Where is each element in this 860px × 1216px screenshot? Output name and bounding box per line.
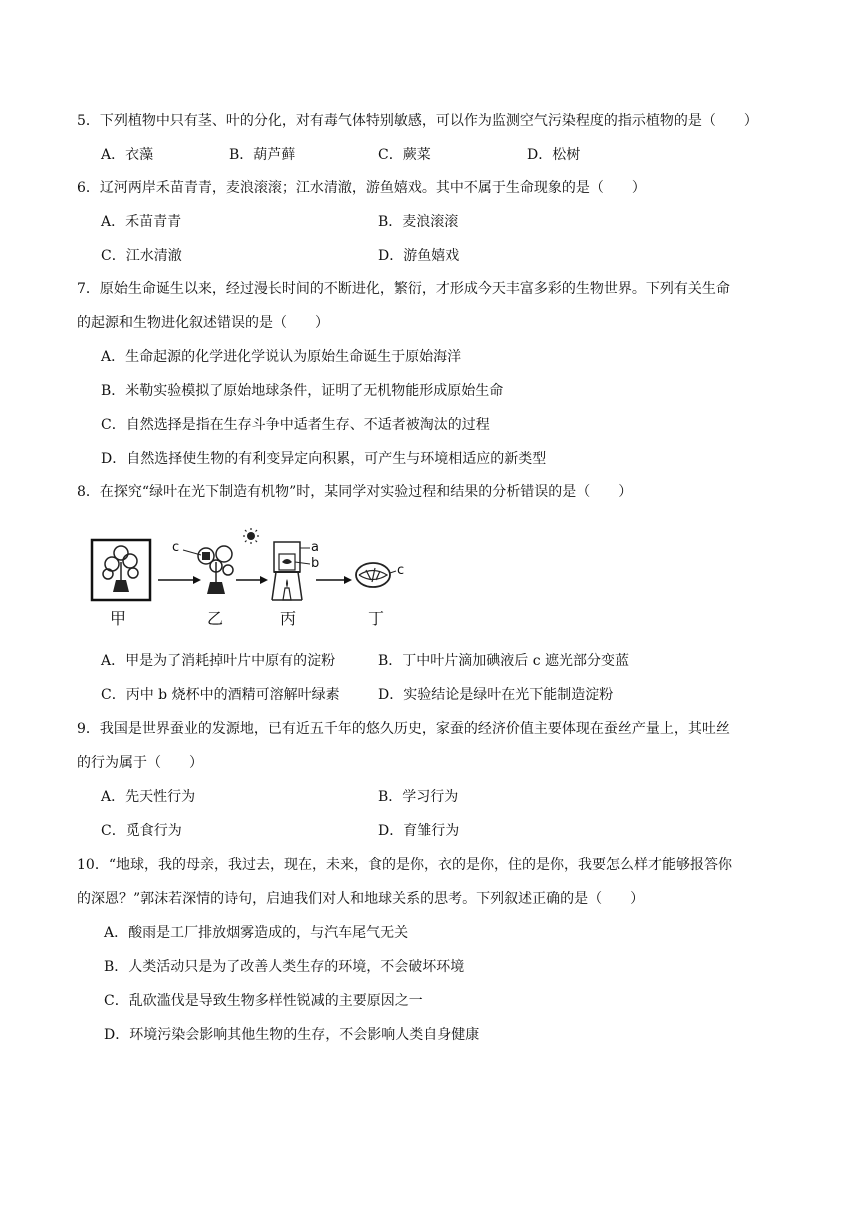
question-6-stem: 6．辽河两岸禾苗青青，麦浪滚滚；江水清澈，游鱼嬉戏。其中不属于生命现象的是（ ） [77, 180, 646, 196]
stage-bing-illustration [272, 542, 310, 600]
question-10-stem-line-2: 的深恩？”郭沫若深情的诗句，启迪我们对人和地球关系的思考。下列叙述正确的是（ ） [77, 891, 645, 907]
question-6-option-b: B．麦浪滚滚 [378, 214, 459, 230]
question-10-option-c: C．乱砍滥伐是导致生物多样性锐减的主要原因之一 [104, 993, 423, 1009]
question-7-stem-line-1: 7．原始生命诞生以来，经过漫长时间的不断进化，繁衍，才形成今天丰富多彩的生物世界。下列有关生命 [77, 281, 730, 297]
stage-label-yi: 乙 [207, 609, 224, 628]
stage-label-bing: 丙 [280, 609, 297, 628]
question-5-option-a: A．衣藻 [101, 147, 154, 163]
question-6-option-d: D．游鱼嬉戏 [378, 248, 460, 264]
stage-ding-illustration [356, 563, 396, 587]
question-10-stem-line-1: 10．“地球，我的母亲，我过去，现在，未来，食的是你，衣的是你，住的是你，我要怎么样才能够报答你 [77, 857, 732, 873]
question-9-stem-line-2: 的行为属于（ ） [77, 755, 203, 771]
question-10-option-b: B．人类活动只是为了改善人类生存的环境，不会破坏环境 [104, 959, 465, 975]
stage-yi-illustration [183, 546, 233, 594]
question-7-option-c: C．自然选择是指在生存斗争中适者生存、不适者被淘汰的过程 [101, 417, 490, 433]
mark-b-label: b [311, 556, 320, 571]
question-7-option-a: A．生命起源的化学进化学说认为原始生命诞生于原始海洋 [101, 349, 462, 365]
question-8-option-b: B．丁中叶片滴加碘液后 c 遮光部分变蓝 [378, 653, 630, 669]
question-9-option-c: C．觅食行为 [101, 823, 182, 839]
stage-jia-illustration [92, 540, 150, 600]
arrow-2 [236, 576, 268, 584]
arrow-1 [158, 576, 201, 584]
question-8-stem: 8．在探究“绿叶在光下制造有机物”时，某同学对实验过程和结果的分析错误的是（ ） [77, 484, 633, 500]
question-9-stem-line-1: 9．我国是世界蚕业的发源地，已有近五千年的悠久历史，家蚕的经济价值主要体现在蚕丝产量上，其吐丝 [77, 721, 730, 737]
question-8-option-a: A．甲是为了消耗掉叶片中原有的淀粉 [101, 653, 336, 669]
question-5-stem: 5．下列植物中只有茎、叶的分化，对有毒气体特别敏感，可以作为监测空气污染程度的指示植物的是（ ） [77, 113, 758, 129]
question-7-stem-line-2: 的起源和生物进化叙述错误的是（ ） [77, 315, 329, 331]
question-7-option-b: B．米勒实验模拟了原始地球条件，证明了无机物能形成原始生命 [101, 383, 504, 399]
question-9-option-b: B．学习行为 [378, 789, 459, 805]
question-8-option-d: D．实验结论是绿叶在光下能制造淀粉 [378, 687, 614, 703]
question-9-option-a: A．先天性行为 [101, 789, 196, 805]
sun-icon [243, 528, 259, 544]
arrow-3 [316, 576, 352, 584]
mark-a-label: a [311, 540, 319, 555]
mark-c-label-yi: c [172, 540, 180, 555]
stage-label-ding: 丁 [368, 609, 385, 628]
question-5-option-d: D．松树 [527, 147, 581, 163]
question-5-option-b: B．葫芦藓 [229, 147, 296, 163]
experiment-figure [88, 528, 418, 638]
question-10-option-d: D．环境污染会影响其他生物的生存，不会影响人类自身健康 [104, 1027, 480, 1043]
question-8-option-c: C．丙中 b 烧杯中的酒精可溶解叶绿素 [101, 687, 340, 703]
question-5-option-c: C．蕨菜 [378, 147, 431, 163]
mark-c-label-ding: c [397, 563, 405, 578]
question-6-option-c: C．江水清澈 [101, 248, 182, 264]
question-9-option-d: D．育雏行为 [378, 823, 460, 839]
question-10-option-a: A．酸雨是工厂排放烟雾造成的，与汽车尾气无关 [104, 925, 409, 941]
stage-label-jia: 甲 [110, 609, 127, 628]
question-7-option-d: D．自然选择使生物的有利变异定向积累，可产生与环境相适应的新类型 [101, 451, 547, 467]
question-6-option-a: A．禾苗青青 [101, 214, 182, 230]
